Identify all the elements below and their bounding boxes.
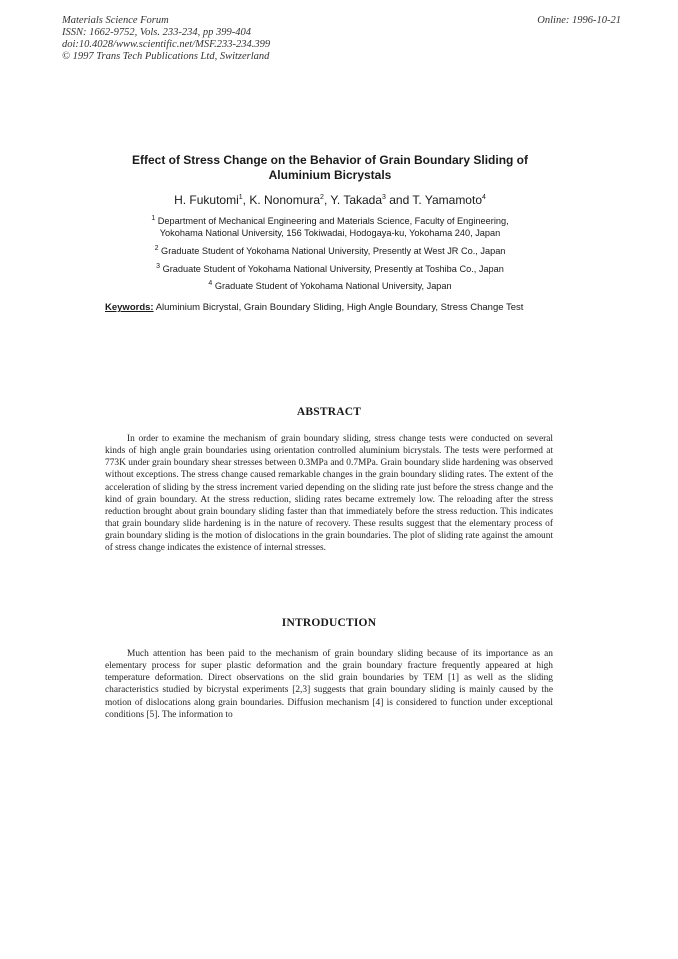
keywords-label: Keywords: [105, 302, 154, 313]
introduction-text: Much attention has been paid to the mechanism of grain boundary sliding because of its importance as an elementary process for super plastic deformation and the grain boundary fracture frequently appeared at high temperature deformation. Direct observations on the slid grain boundaries by TEM [1] as well as the sliding characteristics studied by bicrystal experiments [2,3] suggests that grain boundary sliding is mainly caused by the motion of dislocations along grain boundaries. Diffusion mechanism [4] is considered to function under exceptional conditions [5]. The information to [105, 649, 553, 720]
affiliation-sup: 3 [156, 262, 160, 270]
affiliation-1 [90, 216, 570, 239]
author-separator: and [385, 193, 413, 207]
affiliation-sup: 1 [151, 214, 156, 222]
copyright-line: © 1997 Trans Tech Publications Ltd, Switzerland [62, 51, 270, 62]
affiliation-text: Graduate Student of Yokohama National University, Presently at West JR Co., Japan [161, 246, 506, 256]
author-separator: , [242, 193, 250, 207]
issn-line: ISSN: 1662-9752, Vols. 233-234, pp 399-404 [62, 27, 251, 38]
paper-title [90, 153, 570, 183]
journal-header [62, 15, 270, 63]
affiliation-sup: 2 [154, 244, 159, 252]
author-sup: 1 [238, 194, 243, 201]
affiliation-sup: 4 [208, 279, 213, 287]
online-date: Online: 1996-10-21 [537, 15, 621, 26]
title-line-2: Aluminium Bicrystals [268, 168, 392, 182]
doi-line: doi:10.4028/www.scientific.net/MSF.233-234.399 [62, 39, 271, 50]
affiliation-text: Graduate Student of Yokohama National University, Presently at Toshiba Co., Japan [162, 264, 504, 274]
author-sup: 2 [320, 194, 324, 201]
affiliation-text: Yokohama National University, 156 Tokiwadai, Hodogaya-ku, Yokohama 240, Japan [159, 227, 501, 238]
abstract-text: In order to examine the mechanism of grain boundary sliding, stress change tests were conducted on several kinds of high angle grain boundaries using orientation controlled aluminium bicrystals. The tests were performed at 773K under grain boundary shear stresses between 0.3MPa and 0.7MPa. Grain boundary slide hardening was observed without exceptions. The stress change caused remarkable changes in the grain boundary sliding rates. The extent of the acceleration of sliding by the stress increment varied depending on the sliding rate just before the stress change and the kind of grain boundary. At the stress reduction, sliding rates became extremely low. The reloading after the stress reduction brought about grain boundary sliding faster than that immediately before the stress reduction. This indicates that grain boundary slide hardening is in the nature of recovery. These results suggest that the elementary process of grain boundary sliding is the motion of dislocations in the grain boundaries. The plot of sliding rate against the amount of stress change indicates the existence of internal stresses. [105, 434, 553, 554]
keywords-block [105, 302, 553, 314]
author-sup: 4 [482, 194, 486, 201]
affiliation-text: Graduate Student of Yokohama National University, Japan [214, 281, 452, 291]
author-name: H. Fukutomi [174, 193, 239, 207]
author-name: Y. Takada [330, 193, 383, 207]
author-list [90, 193, 570, 208]
author-sup: 3 [382, 194, 386, 201]
affiliation-2 [90, 246, 570, 258]
author-name: T. Yamamoto [412, 193, 482, 207]
journal-name: Materials Science Forum [62, 15, 169, 26]
introduction-heading: INTRODUCTION [281, 617, 377, 629]
affiliation-text: Department of Mechanical Engineering and Materials Science, Faculty of Engineering, [157, 216, 509, 226]
keywords-text: Aluminium Bicrystal, Grain Boundary Sliding, High Angle Boundary, Stress Change Test [155, 302, 524, 313]
affiliation-4 [90, 281, 570, 293]
author-separator: , [323, 193, 331, 207]
abstract-heading: ABSTRACT [296, 406, 362, 418]
author-name: K. Nonomura [249, 193, 321, 207]
affiliation-3 [90, 264, 570, 276]
title-line-1: Effect of Stress Change on the Behavior of Grain Boundary Sliding of [131, 153, 529, 167]
